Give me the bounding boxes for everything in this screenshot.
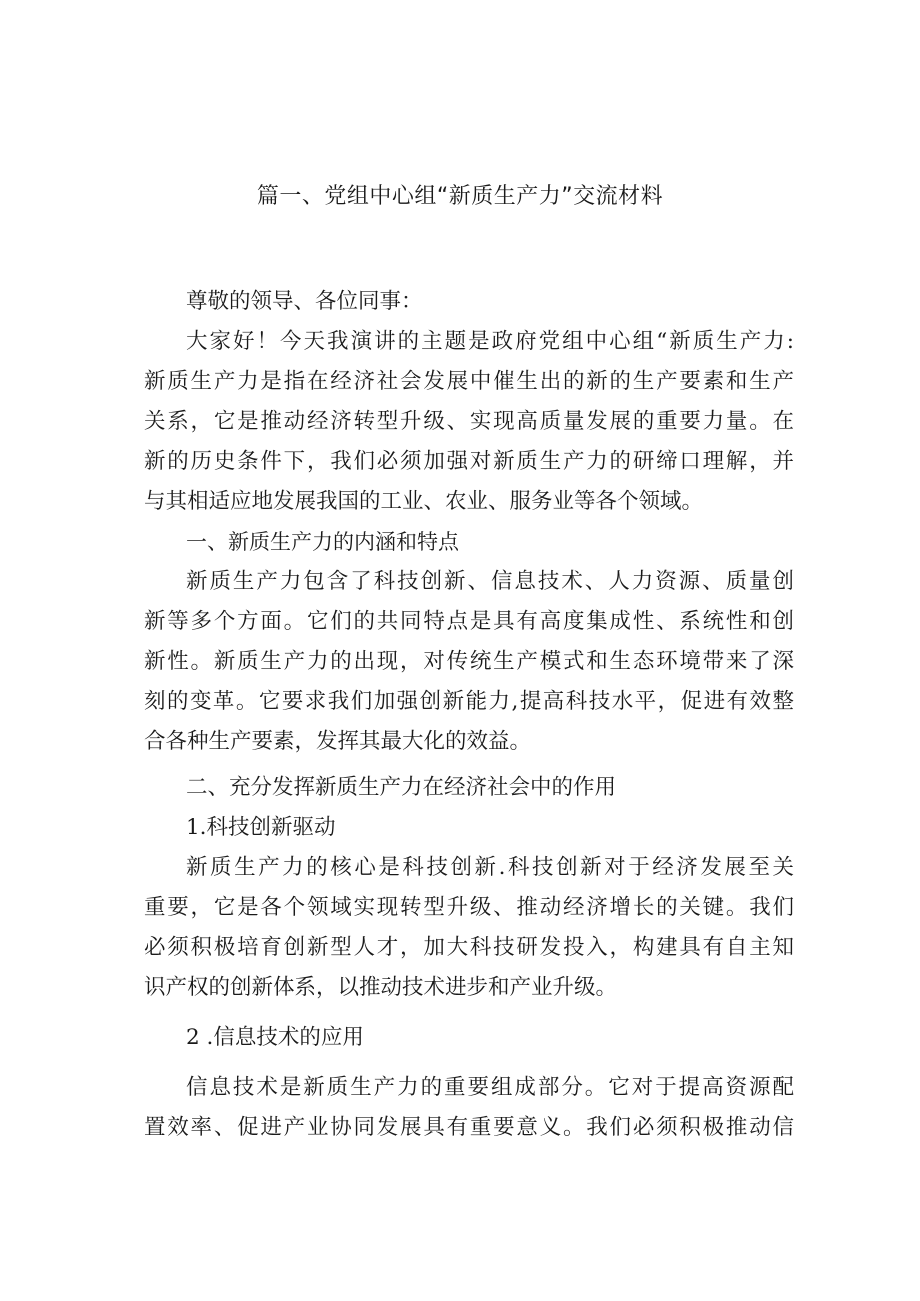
spacer	[144, 1008, 794, 1018]
salutation: 尊敬的领导、各位同事：	[186, 289, 423, 314]
section-1-line-4: 刻的变革。它要求我们加强创新能力,提高科技水平，促进有效整	[144, 689, 794, 714]
subsection-1-line-2: 重要，它是各个领域实现转型升级、推动经济增长的关键。我们	[144, 895, 794, 920]
document-title: 篇一、党组中心组“新质生产力”交流材料	[256, 184, 664, 209]
section-1-line-2: 新等多个方面。它们的共同特点是具有高度集成性、系统性和创	[144, 609, 794, 634]
document-body	[144, 282, 794, 1148]
subsection-2-line-2: 置效率、促进产业协同发展具有重要意义。我们必须积极推动信	[144, 1115, 794, 1140]
section-1-line-1: 新质生产力包含了科技创新、信息技术、人力资源、质量创	[186, 569, 794, 594]
intro-line-2: 新质生产力是指在经济社会发展中催生出的新的生产要素和生产	[144, 369, 794, 394]
section-1-line-3: 新性。新质生产力的出现，对传统生产模式和生态环境带来了深	[144, 649, 794, 674]
intro-line-5: 与其相适应地发展我国的工业、农业、服务业等各个领域。	[144, 489, 704, 514]
spacer	[144, 1058, 794, 1068]
subsection-2-line-1: 信息技术是新质生产力的重要组成部分。它对于提高资源配	[186, 1075, 794, 1100]
subsection-1-line-3: 必须积极培育创新型人才，加大科技研发投入，构建具有自主知	[144, 935, 794, 960]
subsection-1-line-1: 新质生产力的核心是科技创新.科技创新对于经济发展至关	[186, 855, 794, 880]
intro-line-3: 关系，它是推动经济转型升级、实现高质量发展的重要力量。在	[144, 409, 794, 434]
intro-line-4: 新的历史条件下，我们必须加强对新质生产力的研缔口理解，并	[144, 449, 794, 474]
section-2-heading: 二、充分发挥新质生产力在经济社会中的作用	[186, 775, 617, 800]
subsection-1-line-4: 识产权的创新体系，以推动技术进步和产业升级。	[144, 975, 618, 1000]
subsection-1-heading: 1.科技创新驱动	[186, 815, 336, 840]
intro-line-1: 大家好！今天我演讲的主题是政府党组中心组“新质生产力:	[186, 329, 794, 354]
subsection-2-heading: 2 .信息技术的应用	[186, 1025, 364, 1050]
section-1-heading: 一、新质生产力的内涵和特点	[186, 530, 459, 554]
section-1-line-5: 合各种生产要素，发挥其最大化的效益。	[144, 729, 532, 754]
